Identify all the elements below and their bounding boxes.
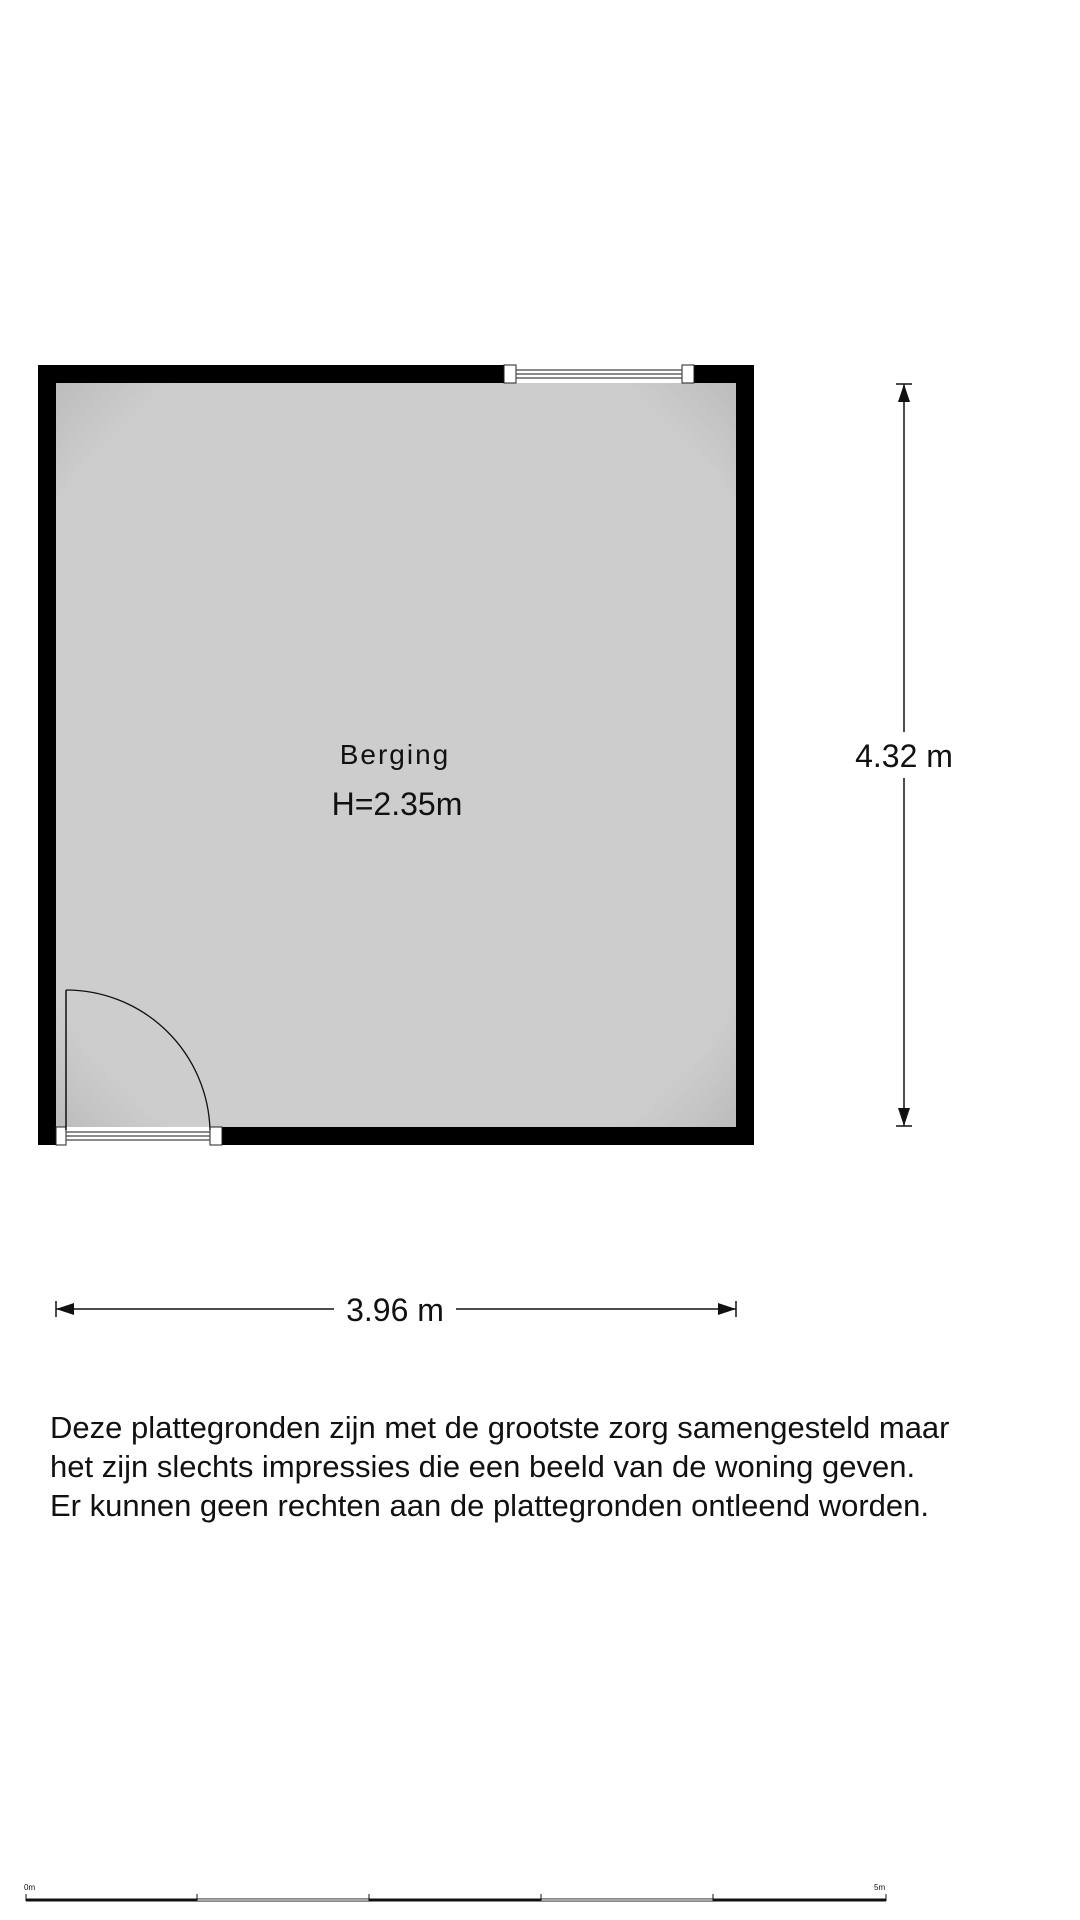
room-height: H=2.35m xyxy=(331,786,463,822)
disclaimer-line: het zijn slechts impressies die een beeld van de woning geven. xyxy=(50,1449,916,1484)
arrowhead-left-icon xyxy=(56,1303,74,1315)
arrowhead-up-icon xyxy=(898,384,910,402)
disclaimer xyxy=(50,1408,1070,1525)
arrowhead-down-icon xyxy=(898,1108,910,1126)
width-label: 3.96 m xyxy=(346,1292,444,1328)
disclaimer-line: Deze plattegronden zijn met de grootste zorg samengesteld maar xyxy=(50,1410,950,1445)
disclaimer-line: Er kunnen geen rechten aan de plattegronden ontleend worden. xyxy=(50,1488,930,1523)
scale-start-label: 0m xyxy=(24,1883,36,1892)
window-top xyxy=(504,365,694,383)
door-opening xyxy=(56,1127,222,1145)
scale-end-label: 5m xyxy=(874,1883,886,1892)
arrowhead-right-icon xyxy=(718,1303,736,1315)
room-name: Berging xyxy=(339,739,451,770)
depth-label: 4.32 m xyxy=(855,738,953,774)
scale-bar xyxy=(26,1894,886,1901)
